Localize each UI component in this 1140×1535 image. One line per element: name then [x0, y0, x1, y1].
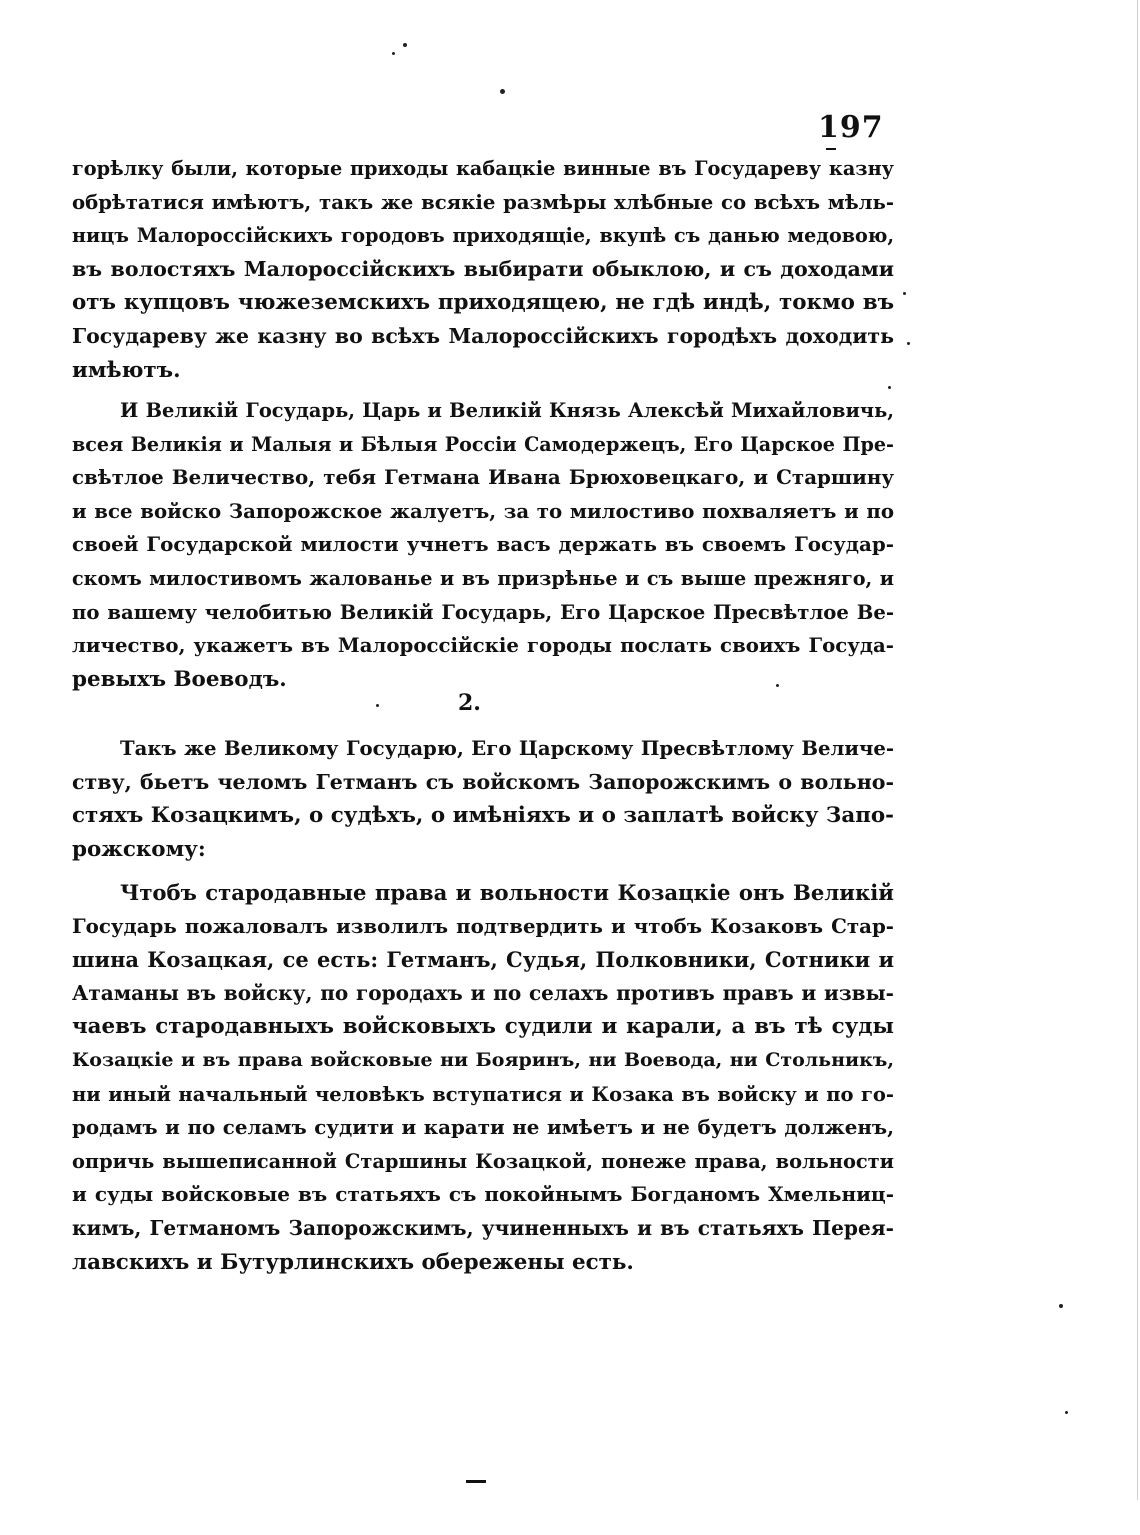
scan-mark — [826, 148, 836, 150]
scan-speck — [376, 704, 379, 707]
text-line: въ волостяхъ Малороссійскихъ выбирати обыклою, и съ доходами — [72, 256, 894, 281]
text-line: Государь пожаловалъ изволилъ подтвердить и чтобъ Козаковъ Стар- — [72, 913, 894, 938]
paragraph-tsar-decree — [72, 394, 894, 696]
paragraph-petition — [72, 732, 894, 866]
scan-speck — [903, 292, 906, 295]
scan-mark — [466, 1480, 486, 1483]
text-line: Атаманы въ войску, по городахъ и по селахъ противъ правъ и извы- — [72, 980, 894, 1005]
text-line: ницъ Малороссійскихъ городовъ приходящіе, вкупѣ съ данью медовою, — [72, 224, 894, 248]
text-line: кимъ, Гетманомъ Запорожскимъ, учиненныхъ и въ статьяхъ Перея- — [72, 1215, 894, 1240]
text-line: рожскому: — [72, 836, 206, 862]
text-line: чаевъ стародавныхъ войсковыхъ судили и карали, а въ тѣ суды — [72, 1014, 894, 1040]
text-line: свѣтлое Величество, тебя Гетмана Ивана Брюховецкаго, и Старшину — [72, 465, 894, 490]
text-line: Государеву же казну во всѣхъ Малороссійскихъ городѣхъ доходить — [72, 323, 894, 348]
page-edge-line — [1137, 0, 1138, 1500]
text-line: личество, укажетъ въ Малороссійскіе городы послать своихъ Госуда- — [72, 633, 894, 658]
scan-speck — [403, 43, 407, 47]
section-number: 2. — [458, 690, 481, 716]
text-line: имѣютъ. — [72, 357, 181, 383]
text-line: отъ купцовъ чюжеземскихъ приходящею, не гдѣ индѣ, токмо въ — [72, 290, 894, 316]
text-line: своей Государской милости учнетъ васъ держать въ своемъ Государ- — [72, 532, 894, 557]
scan-speck — [500, 89, 505, 94]
scan-speck — [1059, 1304, 1063, 1308]
scan-speck — [907, 342, 910, 345]
text-line: ревыхъ Воеводъ. — [72, 666, 287, 692]
text-line: скомъ милостивомъ жалованье и въ призрѣнье и съ выше прежняго, и — [72, 566, 894, 590]
text-line: и суды войсковые въ статьяхъ съ покойнымъ Богданомъ Хмельниц- — [72, 1182, 894, 1207]
page-number: 197 — [818, 110, 884, 145]
text-line: родамъ и по селамъ судити и карати не имѣетъ и не будетъ долженъ, — [72, 1115, 894, 1140]
text-line: всея Великія и Малыя и Бѣлыя Россіи Самодержецъ, Его Царское Пре- — [72, 432, 894, 456]
text-line: Чтобъ стародавные права и вольности Козацкіе онъ Великій — [120, 880, 894, 905]
text-line: опричь вышеписанной Старшины Козацкой, понеже права, вольности — [72, 1149, 894, 1173]
text-line: по вашему челобитью Великій Государь, Его Царское Пресвѣтлое Ве- — [72, 600, 894, 624]
scan-speck — [1065, 1411, 1068, 1414]
text-line: горѣлку были, которые приходы кабацкіе винные въ Государеву казну — [72, 157, 894, 180]
text-line: ству, бьетъ челомъ Гетманъ съ войскомъ Запорожскимъ о вольно- — [72, 769, 894, 794]
text-line: и все войско Запорожское жалуетъ, за то милостиво похваляетъ и по — [72, 498, 894, 523]
text-line: стяхъ Козацкимъ, о судѣхъ, о имѣніяхъ и о заплатѣ войску Запо- — [72, 803, 894, 829]
paragraph-continued — [72, 152, 894, 387]
text-line: шина Козацкая, се есть: Гетманъ, Судья, Полковники, Сотники и — [72, 947, 894, 973]
scan-speck — [392, 52, 395, 55]
text-line: Козацкіе и въ права войсковые ни Бояринъ, ни Воевода, ни Стольникъ, — [72, 1048, 894, 1071]
text-line: ни иный начальный человѣкъ вступатися и Козака въ войску и по го- — [72, 1082, 894, 1106]
text-line: обрѣтатися имѣютъ, такъ же всякіе размѣры хлѣбные со всѣхъ мѣль- — [72, 190, 894, 214]
paragraph-cossack-rights — [72, 876, 894, 1279]
text-line: лавскихъ и Бутурлинскихъ обережены есть. — [72, 1249, 634, 1275]
text-line: И Великій Государь, Царь и Великій Князь Алексѣй Михайловичь, — [120, 399, 894, 422]
text-line: Такъ же Великому Государю, Его Царскому Пресвѣтлому Величе- — [120, 737, 894, 760]
